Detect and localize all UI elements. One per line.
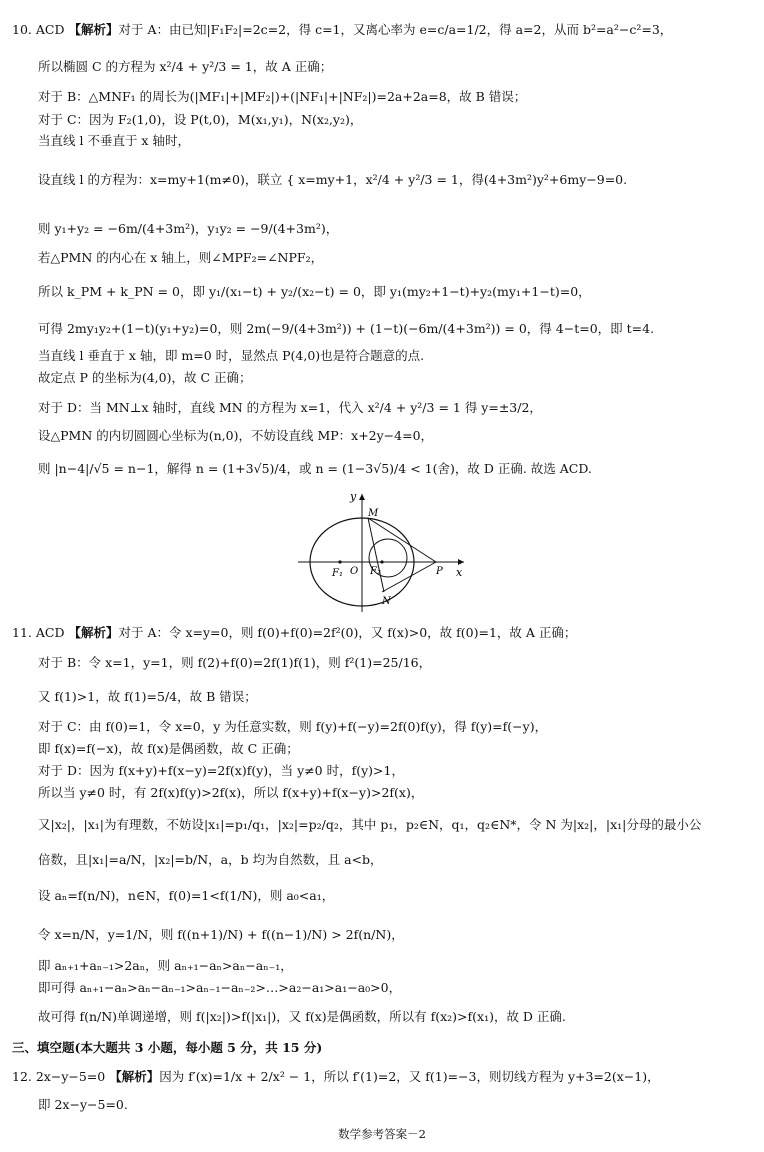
f1-label: F₁ bbox=[332, 568, 343, 579]
q11-line-6: 所以当 y≠0 时，有 2f(x)f(y)>2f(x)，所以 f(x+y)+f(x−y)>2f(x)， bbox=[38, 785, 424, 800]
q10-line-8: 所以 k_PM + k_PN = 0，即 y₁/(x₁−t) + y₂/(x₂−t) = 0，即 y₁(my₂+1−t)+y₂(my₁+1−t)=0， bbox=[38, 284, 591, 299]
q12-line-1: 即 2x−y−5=0. bbox=[38, 1097, 128, 1112]
y-axis-arrow bbox=[359, 494, 365, 500]
q10-line-2: 对于 B：△MNF₁ 的周长为(|MF₁|+|MF₂|)+(|NF₁|+|NF₂|)=2a+2a=8，故 B 错误； bbox=[38, 89, 527, 104]
q11-line-9: 设 aₙ=f(n/N)，n∈N，f(0)=1<f(1/N)，则 a₀<a₁， bbox=[38, 888, 335, 903]
q11-line-11: 即 aₙ₊₁+aₙ₋₁>2aₙ，则 aₙ₊₁−aₙ>aₙ−aₙ₋₁， bbox=[38, 958, 293, 973]
q10-answer-label: 10. ACD bbox=[12, 22, 65, 37]
q10-line-7: 若△PMN 的内心在 x 轴上，则∠MPF₂=∠NPF₂， bbox=[38, 250, 324, 265]
q10-line-10: 当直线 l 垂直于 x 轴，即 m=0 时，显然点 P(4,0)也是符合题意的点. bbox=[38, 348, 425, 363]
x-axis-label: x bbox=[456, 566, 463, 579]
q10-line-1: 所以椭圆 C 的方程为 x²/4 + y²/3 = 1，故 A 正确； bbox=[38, 59, 333, 74]
f2-point bbox=[380, 560, 383, 563]
f2-label: F₂ bbox=[370, 566, 381, 577]
q10-line-9: 可得 2my₁y₂+(1−t)(y₁+y₂)=0，则 2m(−9/(4+3m²)) + (1−t)(−6m/(4+3m²)) = 0，得 4−t=0，即 t=4. bbox=[38, 321, 655, 336]
q10-line-14: 则 |n−4|/√5 = n−1，解得 n = (1+3√5)/4，或 n = (1−3√5)/4 < 1(舍)，故 D 正确. 故选 ACD. bbox=[38, 461, 592, 476]
page-footer: 数学参考答案－2 bbox=[338, 1127, 426, 1141]
q10-line-3: 对于 C：因为 F₂(1,0)，设 P(t,0)，M(x₁,y₁)，N(x₂,y₂)， bbox=[38, 112, 363, 127]
p-label: P bbox=[436, 566, 443, 577]
q11-line-5: 对于 D：因为 f(x+y)+f(x−y)=2f(x)f(y)，当 y≠0 时，f(y)>1， bbox=[38, 763, 404, 778]
q11-line-10: 令 x=n/N，y=1/N，则 f((n+1)/N) + f((n−1)/N) > 2f(n/N)， bbox=[38, 927, 404, 942]
m-label: M bbox=[368, 508, 379, 519]
q10-line-4: 当直线 l 不垂直于 x 轴时， bbox=[38, 133, 190, 148]
section-3-heading: 三、填空题(本大题共 3 小题，每小题 5 分，共 15 分) bbox=[12, 1040, 323, 1055]
y-axis-label: y bbox=[350, 490, 357, 503]
chord-mn bbox=[368, 518, 384, 592]
q12-line-0: 因为 f′(x)=1/x + 2/x² − 1，所以 f′(1)=2，又 f(1)=−3，则切线方程为 y+3=2(x−1)， bbox=[159, 1069, 660, 1084]
q11-analysis-tag: 【解析】 bbox=[68, 625, 119, 640]
q12-answer-label: 12. 2x−y−5=0 bbox=[12, 1069, 106, 1084]
q11-line-2: 又 f(1)>1，故 f(1)=5/4，故 B 错误； bbox=[38, 689, 257, 704]
q11-line-7: 又|x₂|，|x₁|为有理数，不妨设|x₁|=p₁/q₁，|x₂|=p₂/q₂，其中 p₁，p₂∈N，q₁，q₂∈N*，令 N 为|x₂|，|x₁|分母的最小公 bbox=[38, 817, 702, 832]
q10-line-12: 对于 D：当 MN⊥x 轴时，直线 MN 的方程为 x=1，代入 x²/4 + y²/3 = 1 得 y=±3/2， bbox=[38, 400, 542, 415]
q11-line-8: 倍数，且|x₁|=a/N，|x₂|=b/N，a，b 均为自然数，且 a<b， bbox=[38, 852, 383, 867]
q10-line-13: 设△PMN 的内切圆圆心坐标为(n,0)，不妨设直线 MP：x+2y−4=0， bbox=[38, 428, 434, 443]
n-label: N bbox=[382, 596, 391, 607]
q11-line-13: 故可得 f(n/N)单调递增，则 f(|x₂|)>f(|x₁|)，又 f(x)是偶函数，所以有 f(x₂)>f(x₁)，故 D 正确. bbox=[38, 1009, 566, 1024]
q10-line-6: 则 y₁+y₂ = −6m/(4+3m²)，y₁y₂ = −9/(4+3m²)， bbox=[38, 221, 339, 236]
q10-analysis-tag: 【解析】 bbox=[68, 22, 119, 37]
q11-line-4: 即 f(x)=f(−x)，故 f(x)是偶函数，故 C 正确； bbox=[38, 741, 299, 756]
q11-first-line bbox=[12, 624, 576, 642]
q12-first-line bbox=[12, 1068, 660, 1086]
q12-analysis-tag: 【解析】 bbox=[109, 1069, 160, 1084]
q10-line-0: 对于 A：由已知|F₁F₂|=2c=2，得 c=1，又离心率为 e=c/a=1/2，得 a=2，从而 b²=a²−c²=3， bbox=[118, 22, 673, 37]
q10-line-5: 设直线 l 的方程为：x=my+1(m≠0)，联立 { x=my+1，x²/4 + y²/3 = 1，得(4+3m²)y²+6my−9=0. bbox=[38, 172, 628, 187]
x-axis-arrow bbox=[458, 559, 464, 565]
q11-line-0: 对于 A：令 x=y=0，则 f(0)+f(0)=2f²(0)，又 f(x)>0，故 f(0)=1，故 A 正确； bbox=[118, 625, 577, 640]
q11-line-3: 对于 C：由 f(0)=1，令 x=0，y 为任意实数，则 f(y)+f(−y)=2f(0)f(y)，得 f(y)=f(−y)， bbox=[38, 719, 548, 734]
q11-answer-label: 11. ACD bbox=[12, 625, 65, 640]
q11-line-1: 对于 B：令 x=1，y=1，则 f(2)+f(0)=2f(1)f(1)，则 f²(1)=25/16， bbox=[38, 655, 432, 670]
f1-point bbox=[338, 560, 341, 563]
line-mp bbox=[368, 518, 436, 562]
ellipse-figure bbox=[292, 488, 472, 618]
q10-first-line bbox=[12, 21, 672, 39]
o-label: O bbox=[350, 566, 359, 577]
q11-line-12: 即可得 aₙ₊₁−aₙ>aₙ−aₙ₋₁>aₙ₋₁−aₙ₋₂>…>a₂−a₁>a₁−a₀>0， bbox=[38, 980, 402, 995]
q10-line-11: 故定点 P 的坐标为(4,0)，故 C 正确； bbox=[38, 370, 252, 385]
